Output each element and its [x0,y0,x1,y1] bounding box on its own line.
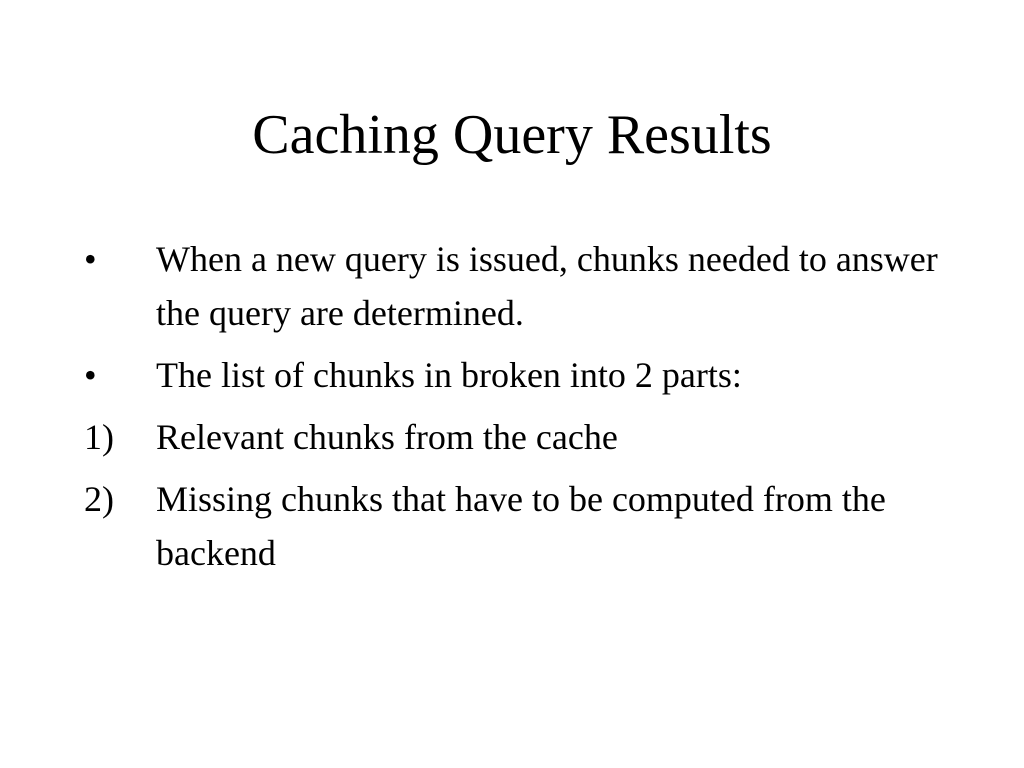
bullet-text: The list of chunks in broken into 2 parts: [156,355,742,395]
bullet-text: When a new query is issued, chunks needed to answer the query are determined. [156,239,938,333]
bullet-marker: • [84,239,97,279]
bullet-marker: • [84,355,97,395]
number-marker: 2) [84,479,114,519]
slide-title: Caching Query Results [252,104,772,166]
number-marker: 1) [84,417,114,457]
list-item [84,410,944,464]
list-item [84,348,944,402]
list-item [84,472,944,580]
list-text: Relevant chunks from the cache [156,417,618,457]
list-text: Missing chunks that have to be computed from the backend [156,479,886,573]
list-item [84,232,944,340]
bullet-list [84,232,944,588]
